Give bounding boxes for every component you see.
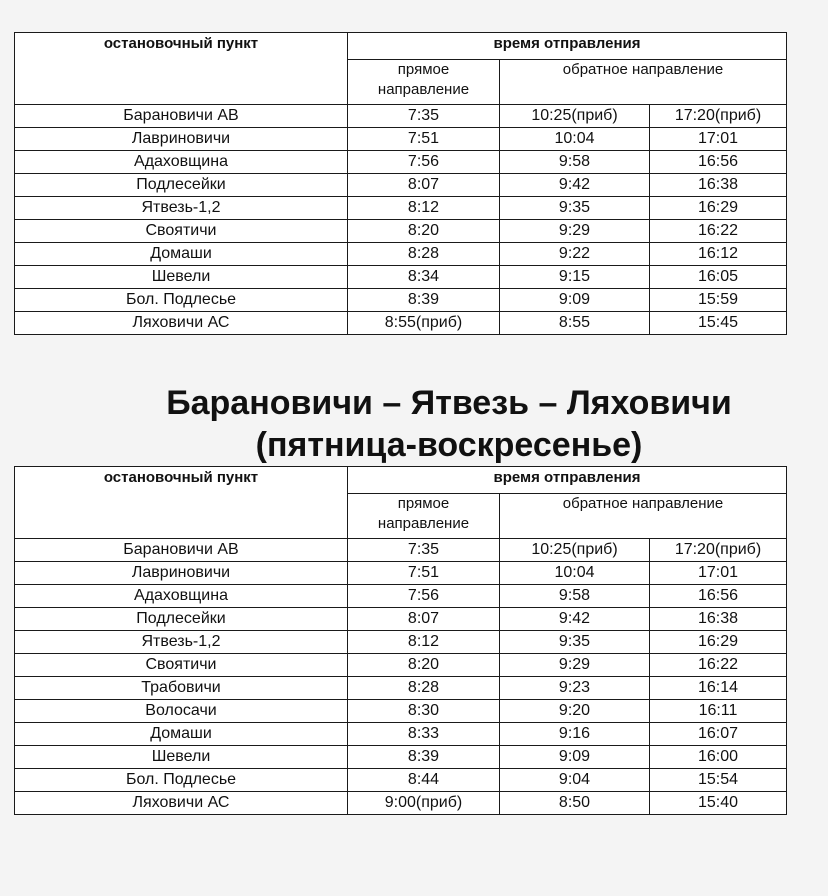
header-direct-line1: прямое bbox=[397, 495, 450, 512]
direct-time-cell: 7:51 bbox=[348, 562, 500, 585]
direct-time-cell: 8:28 bbox=[348, 677, 500, 700]
reverse-time-cell: 10:04 bbox=[500, 128, 650, 151]
reverse-time-cell: 16:29 bbox=[650, 631, 787, 654]
stop-cell: Барановичи АВ bbox=[15, 539, 348, 562]
stop-cell: Лавриновичи bbox=[15, 128, 348, 151]
table-row bbox=[15, 312, 787, 335]
reverse-time-cell: 16:56 bbox=[650, 585, 787, 608]
direct-time-cell: 8:20 bbox=[348, 654, 500, 677]
stop-cell: Лавриновичи bbox=[15, 562, 348, 585]
reverse-time-cell: 9:15 bbox=[500, 266, 650, 289]
stop-cell: Своятичи bbox=[15, 654, 348, 677]
table-row bbox=[15, 539, 787, 562]
table-row bbox=[15, 608, 787, 631]
table-row bbox=[15, 792, 787, 815]
schedule-table-body bbox=[15, 467, 787, 815]
stop-cell: Барановичи АВ bbox=[15, 105, 348, 128]
reverse-time-cell: 9:20 bbox=[500, 700, 650, 723]
reverse-time-cell: 10:25(приб) bbox=[500, 105, 650, 128]
stop-cell: Ятвезь-1,2 bbox=[15, 197, 348, 220]
header-direct-line1: прямое bbox=[397, 61, 450, 78]
stop-cell: Домаши bbox=[15, 723, 348, 746]
table-row bbox=[15, 174, 787, 197]
reverse-time-cell: 15:54 bbox=[650, 769, 787, 792]
reverse-time-cell: 16:22 bbox=[650, 654, 787, 677]
header-direct bbox=[348, 494, 500, 539]
stop-cell: Ляховичи АС bbox=[15, 792, 348, 815]
header-row bbox=[15, 467, 787, 494]
reverse-time-cell: 9:42 bbox=[500, 174, 650, 197]
stop-cell: Трабовичи bbox=[15, 677, 348, 700]
reverse-time-cell: 16:29 bbox=[650, 197, 787, 220]
table-row bbox=[15, 723, 787, 746]
stop-cell: Домаши bbox=[15, 243, 348, 266]
reverse-time-cell: 15:45 bbox=[650, 312, 787, 335]
direct-time-cell: 7:51 bbox=[348, 128, 500, 151]
stop-cell: Адаховщина bbox=[15, 151, 348, 174]
stop-cell: Адаховщина bbox=[15, 585, 348, 608]
direct-time-cell: 8:07 bbox=[348, 608, 500, 631]
reverse-time-cell: 8:50 bbox=[500, 792, 650, 815]
reverse-time-cell: 9:22 bbox=[500, 243, 650, 266]
direct-time-cell: 9:00(приб) bbox=[348, 792, 500, 815]
reverse-time-cell: 16:07 bbox=[650, 723, 787, 746]
stop-cell: Шевели bbox=[15, 746, 348, 769]
direct-time-cell: 7:56 bbox=[348, 585, 500, 608]
route-subtitle: (пятница-воскресенье) bbox=[255, 426, 643, 464]
header-stop: остановочный пункт bbox=[15, 33, 348, 105]
reverse-time-cell: 16:22 bbox=[650, 220, 787, 243]
table-row bbox=[15, 746, 787, 769]
reverse-time-cell: 9:42 bbox=[500, 608, 650, 631]
reverse-time-cell: 16:38 bbox=[650, 174, 787, 197]
reverse-time-cell: 16:00 bbox=[650, 746, 787, 769]
reverse-time-cell: 16:38 bbox=[650, 608, 787, 631]
reverse-time-cell: 10:25(приб) bbox=[500, 539, 650, 562]
header-direct bbox=[348, 60, 500, 105]
reverse-time-cell: 9:35 bbox=[500, 631, 650, 654]
direct-time-cell: 7:56 bbox=[348, 151, 500, 174]
stop-cell: Ляховичи АС bbox=[15, 312, 348, 335]
header-direct-line2: направление bbox=[377, 515, 470, 532]
reverse-time-cell: 16:05 bbox=[650, 266, 787, 289]
table-row bbox=[15, 631, 787, 654]
schedule-table-body bbox=[15, 33, 787, 335]
table-row bbox=[15, 562, 787, 585]
reverse-time-cell: 9:35 bbox=[500, 197, 650, 220]
table-row bbox=[15, 128, 787, 151]
reverse-time-cell: 17:01 bbox=[650, 128, 787, 151]
direct-time-cell: 8:07 bbox=[348, 174, 500, 197]
table-row bbox=[15, 197, 787, 220]
reverse-time-cell: 9:29 bbox=[500, 220, 650, 243]
reverse-time-cell: 9:29 bbox=[500, 654, 650, 677]
reverse-time-cell: 15:59 bbox=[650, 289, 787, 312]
table-row bbox=[15, 677, 787, 700]
table-row bbox=[15, 654, 787, 677]
header-departure: время отправления bbox=[348, 33, 787, 60]
direct-time-cell: 8:44 bbox=[348, 769, 500, 792]
reverse-time-cell: 9:04 bbox=[500, 769, 650, 792]
reverse-time-cell: 16:14 bbox=[650, 677, 787, 700]
reverse-time-cell: 9:16 bbox=[500, 723, 650, 746]
reverse-time-cell: 8:55 bbox=[500, 312, 650, 335]
direct-time-cell: 8:34 bbox=[348, 266, 500, 289]
header-direct-line2: направление bbox=[377, 81, 470, 98]
table-row bbox=[15, 769, 787, 792]
table-row bbox=[15, 266, 787, 289]
header-row bbox=[15, 33, 787, 60]
route-title: Барановичи – Ятвезь – Ляховичи bbox=[166, 384, 732, 422]
table-row bbox=[15, 243, 787, 266]
stop-cell: Подлесейки bbox=[15, 174, 348, 197]
direct-time-cell: 8:12 bbox=[348, 197, 500, 220]
direct-time-cell: 8:39 bbox=[348, 289, 500, 312]
stop-cell: Шевели bbox=[15, 266, 348, 289]
reverse-time-cell: 15:40 bbox=[650, 792, 787, 815]
reverse-time-cell: 9:58 bbox=[500, 585, 650, 608]
stop-cell: Подлесейки bbox=[15, 608, 348, 631]
table-row bbox=[15, 105, 787, 128]
stop-cell: Бол. Подлесье bbox=[15, 769, 348, 792]
stop-cell: Своятичи bbox=[15, 220, 348, 243]
direct-time-cell: 8:33 bbox=[348, 723, 500, 746]
reverse-time-cell: 9:23 bbox=[500, 677, 650, 700]
reverse-time-cell: 17:20(приб) bbox=[650, 105, 787, 128]
table-row bbox=[15, 585, 787, 608]
reverse-time-cell: 9:09 bbox=[500, 746, 650, 769]
reverse-time-cell: 17:01 bbox=[650, 562, 787, 585]
direct-time-cell: 8:12 bbox=[348, 631, 500, 654]
reverse-time-cell: 9:09 bbox=[500, 289, 650, 312]
reverse-time-cell: 9:58 bbox=[500, 151, 650, 174]
direct-time-cell: 8:20 bbox=[348, 220, 500, 243]
reverse-time-cell: 16:11 bbox=[650, 700, 787, 723]
reverse-time-cell: 10:04 bbox=[500, 562, 650, 585]
stop-cell: Волосачи bbox=[15, 700, 348, 723]
schedule-table-weekday bbox=[14, 32, 787, 335]
direct-time-cell: 8:28 bbox=[348, 243, 500, 266]
header-stop: остановочный пункт bbox=[15, 467, 348, 539]
table-row bbox=[15, 220, 787, 243]
table-row bbox=[15, 289, 787, 312]
table-row bbox=[15, 151, 787, 174]
stop-cell: Бол. Подлесье bbox=[15, 289, 348, 312]
table-row bbox=[15, 700, 787, 723]
direct-time-cell: 7:35 bbox=[348, 539, 500, 562]
direct-time-cell: 8:30 bbox=[348, 700, 500, 723]
direct-time-cell: 8:39 bbox=[348, 746, 500, 769]
header-reverse: обратное направление bbox=[500, 60, 787, 105]
direct-time-cell: 7:35 bbox=[348, 105, 500, 128]
schedule-table-weekend bbox=[14, 466, 787, 815]
direct-time-cell: 8:55(приб) bbox=[348, 312, 500, 335]
reverse-time-cell: 17:20(приб) bbox=[650, 539, 787, 562]
header-reverse: обратное направление bbox=[500, 494, 787, 539]
header-departure: время отправления bbox=[348, 467, 787, 494]
stop-cell: Ятвезь-1,2 bbox=[15, 631, 348, 654]
reverse-time-cell: 16:12 bbox=[650, 243, 787, 266]
reverse-time-cell: 16:56 bbox=[650, 151, 787, 174]
